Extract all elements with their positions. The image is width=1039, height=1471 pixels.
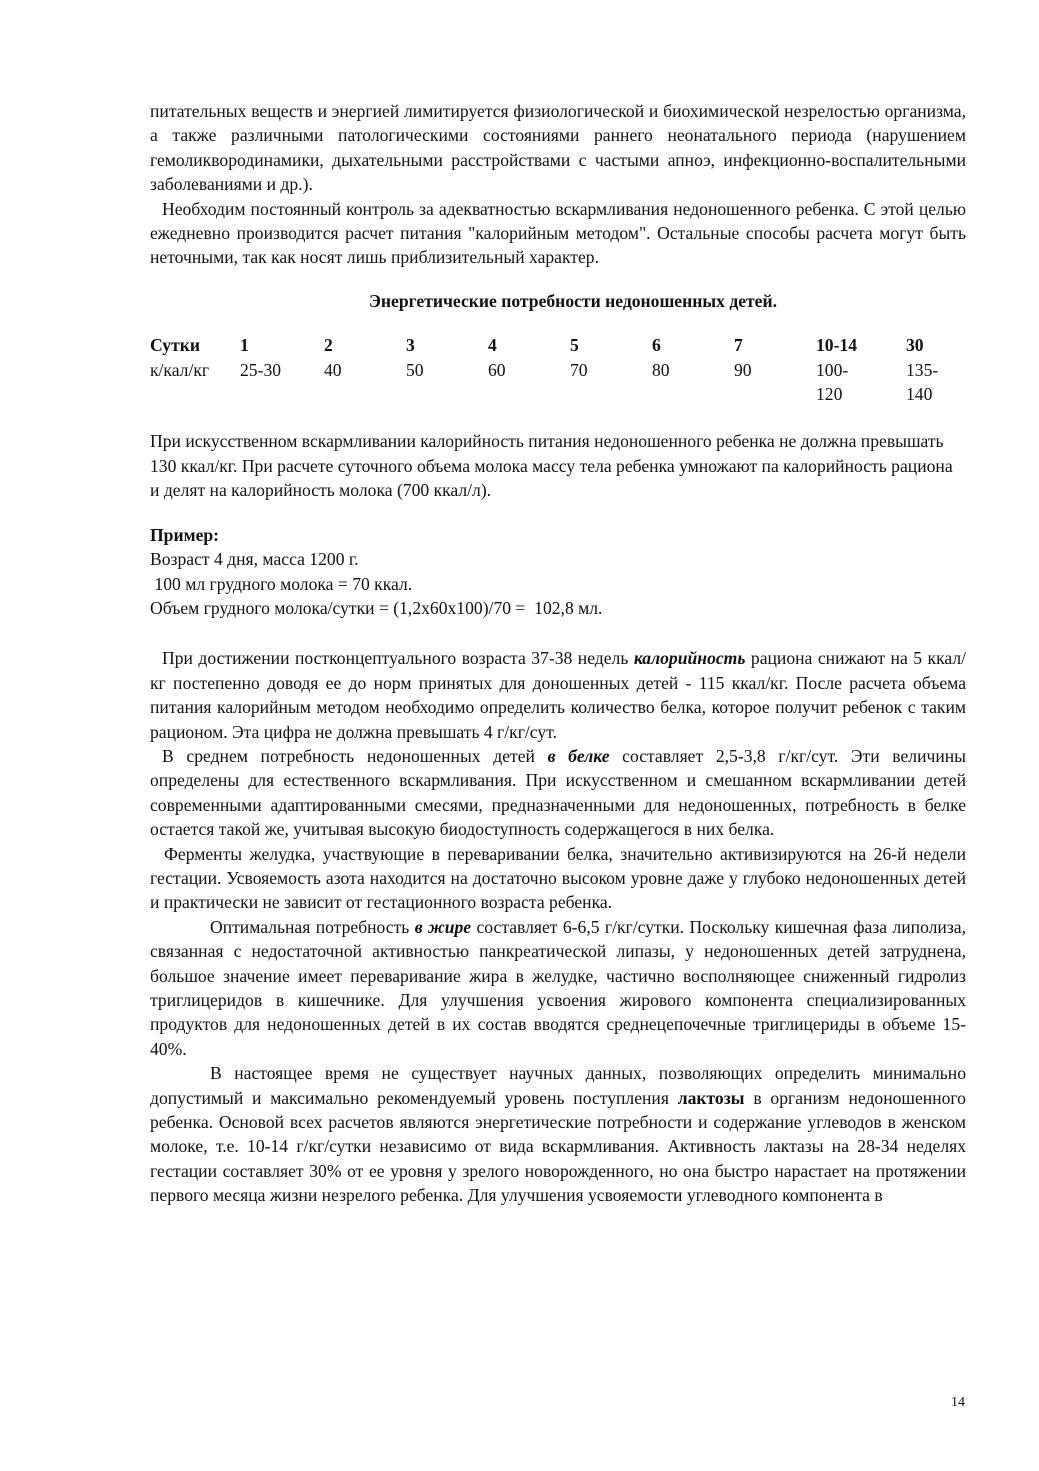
emphasis: калорийность <box>633 648 746 669</box>
paragraph-feeding-control: Необходим постоянный контроль за адекватностью вскармливания недоношенного ребенка. С этой целью ежедневно производится расчет питания "калорийным методом". Остальные способы расчета могут быть неточными, так как носят лишь приблизительный характер. <box>150 198 966 268</box>
text-run: рациона снижают на 5 ккал/кг постепенно доводя ее до норм принятых для доношенных детей - 115 ккал/кг. После расчета объема питания калорийным методом необходимо определить количество белка, которое получит ребенок с таким рационом. Эта цифра не должна превышать 4 г/кг/сут. <box>150 648 966 742</box>
day-cell: 2 <box>324 335 333 356</box>
energy-needs-table <box>150 333 966 406</box>
day-cell: 1 <box>240 335 249 356</box>
emphasis: в жире <box>414 916 472 937</box>
kcal-cell <box>906 358 966 407</box>
text-run: в организм недоношенного ребенка. Основой всех расчетов являются энергетические потребности и содержание углеводов в женском молоке, т.е. 10-14 г/кг/сутки независимо от вида вскармливания. Активность лактазы на 28-34 неделях гестации составляет 30% от ее уровня у зрелого новорожденного, но она быстро нарастает на протяжении первого месяца жизни незрелого ребенка. Для улучшения усвояемости углеводного компонента в <box>150 1087 966 1206</box>
kcal-range-end: 120 <box>816 384 843 405</box>
page-number: 14 <box>951 1395 965 1410</box>
paragraph-enzymes: Ферменты желудка, участвующие в переваривании белка, значительно активизируются на 26-й недели гестации. Усвояемость азота находится на достаточно высоком уровне даже у глубоко недоношенных детей и практически не зависит от гестационного возраста ребенка. <box>150 843 966 913</box>
text-run: составляет 2,5-3,8 г/кг/сут. Эти величины определены для естественного вскармливания. При искусственном и смешанном вскармливании детей современными адаптированными смесями, предназначенными для недоношенных, потребность в белке остается такой же, учитывая высокую биодоступность содержащегося в них белка. <box>150 745 966 840</box>
text-run: В настоящее время не существует научных данных, позволяющих определить минимально допустимый и максимально рекомендуемый уровень поступления <box>150 1063 966 1108</box>
day-cell: 7 <box>734 335 743 356</box>
example-heading: Пример: <box>150 524 220 545</box>
day-cell: 10-14 <box>816 335 858 356</box>
paragraph-nutrient-limits: питательных веществ и энергией лимитируется физиологической и биохимической незрелостью организма, а также различными патологическими состояниями раннего неонатального периода (нарушением гемоликвородинамики, дыхательными расстройствами с частыми апноэ, инфекционно-воспалительными заболеваниями и др.). <box>150 101 966 195</box>
emphasis: в белке <box>547 745 610 766</box>
example-line: Объем грудного молока/сутки = (1,2x60x100)/70 = 102,8 мл. <box>150 597 603 618</box>
day-cell: 5 <box>570 335 579 356</box>
example-line: 100 мл грудного молока = 70 ккал. <box>150 573 413 594</box>
kcal-cell: 50 <box>406 359 424 380</box>
kcal-cell: 40 <box>324 359 342 380</box>
example-block <box>150 523 966 621</box>
document-page <box>150 99 966 1208</box>
kcal-range-end: 140 <box>906 384 933 405</box>
table-row-kcal <box>150 358 966 407</box>
kcal-cell: 60 <box>488 359 506 380</box>
table-title: Энергетические потребности недоношенных детей. <box>368 290 778 311</box>
kcal-cell: 70 <box>570 359 588 380</box>
day-cell: 30 <box>906 335 924 356</box>
example-line: Возраст 4 дня, масса 1200 г. <box>150 549 359 570</box>
text-run: Оптимальная потребность <box>210 916 415 937</box>
kcal-cell: 25-30 <box>240 359 282 380</box>
row-label-kcal: к/кал/кг <box>150 359 210 380</box>
text-run: составляет 6-6,5 г/кг/сутки. Поскольку кишечная фаза липолиза, связанная с недостаточной активностью панкреатической липазы, у недоношенных детей затруднена, большое значение имеет переваривание жира в желудке, частично восполняющее сниженный гидролиз триглицеридов в кишечнике. Для улучшения усвоения жирового компонента специализированных продуктов для недоношенных детей в их состав вводятся среднецепочечные триглицериды в объеме 15-40%. <box>150 916 966 1059</box>
text-run: При достижении постконцептуального возраста 37-38 недель <box>162 648 634 669</box>
row-label-days: Сутки <box>150 335 200 356</box>
kcal-cell <box>816 358 906 407</box>
paragraph-caloric-reduction <box>150 646 966 744</box>
day-cell: 3 <box>406 335 415 356</box>
kcal-range-start: 135- <box>906 359 939 380</box>
day-cell: 4 <box>488 335 497 356</box>
paragraph-protein <box>150 744 966 842</box>
paragraph-fat <box>150 915 966 1061</box>
kcal-cell: 80 <box>652 359 670 380</box>
kcal-cell: 90 <box>734 359 752 380</box>
paragraph-artificial-feeding: При искусственном вскармливании калорийность питания недоношенного ребенка не должна превышать 130 ккал/кг. При расчете суточного объема молока массу тела ребенка умножают па калорийность рациона и делят на калорийность молока (700 ккал/л). <box>150 431 953 501</box>
day-cell: 6 <box>652 335 661 356</box>
emphasis: лактозы <box>677 1087 745 1108</box>
table-row-days <box>150 333 966 357</box>
text-run: В среднем потребность недоношенных детей <box>162 745 548 766</box>
paragraph-lactose <box>150 1061 966 1207</box>
kcal-range-start: 100- <box>816 359 849 380</box>
